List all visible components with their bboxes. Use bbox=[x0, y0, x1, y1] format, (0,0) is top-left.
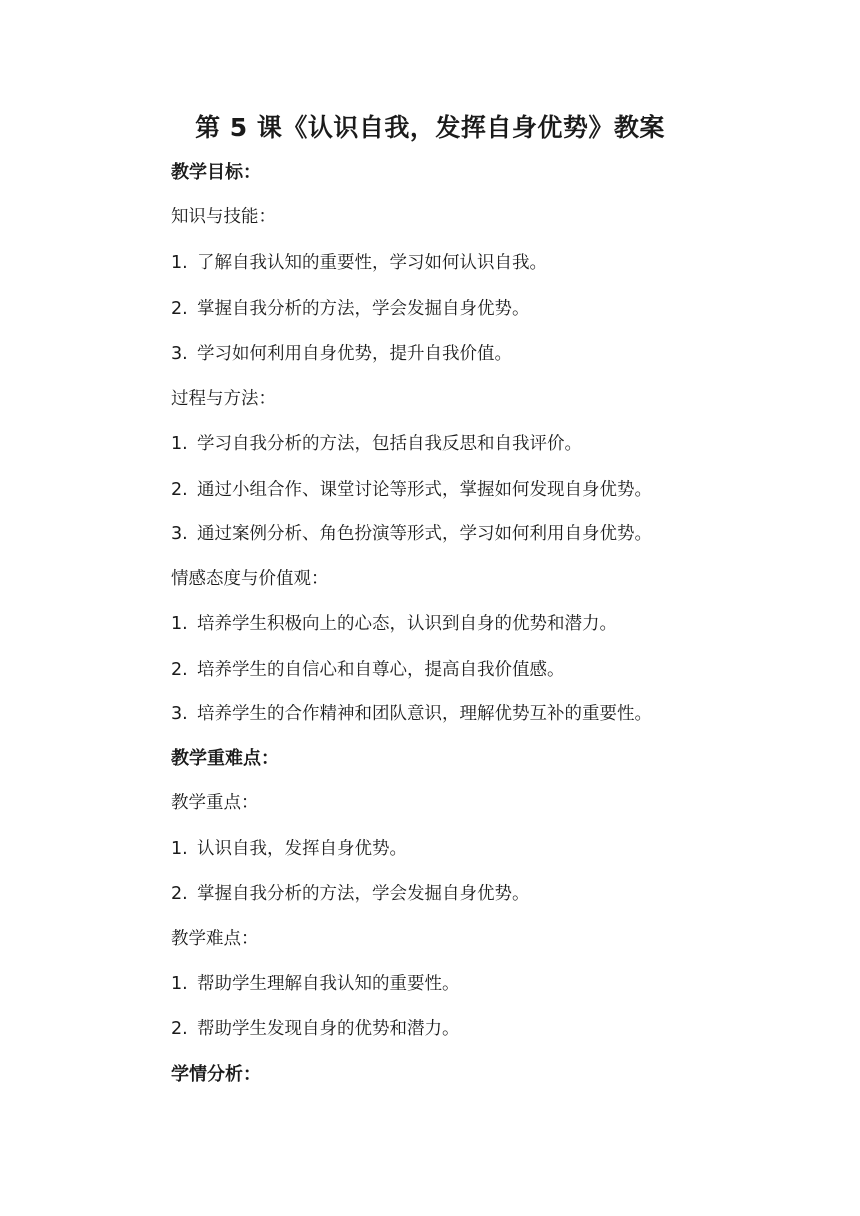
list-item bbox=[171, 610, 617, 638]
list-text: 帮助学生理解自我认知的重要性。 bbox=[197, 974, 460, 994]
list-item bbox=[171, 656, 565, 684]
subheading-difficulty: 教学难点： bbox=[171, 929, 259, 949]
list-text: 学习自我分析的方法，包括自我反思和自我评价。 bbox=[197, 434, 582, 454]
list-item bbox=[171, 700, 652, 728]
list-item bbox=[171, 880, 530, 908]
list-text: 通过小组合作、课堂讨论等形式，掌握如何发现自身优势。 bbox=[197, 480, 652, 500]
list-number: 3. bbox=[171, 344, 188, 364]
list-item bbox=[171, 476, 652, 504]
list-item bbox=[171, 835, 407, 863]
list-number: 1. bbox=[171, 839, 188, 859]
section-heading-key-points: 教学重难点： bbox=[171, 748, 279, 769]
list-text: 了解自我认知的重要性，学习如何认识自我。 bbox=[197, 253, 547, 273]
list-number: 2. bbox=[171, 1019, 188, 1039]
list-number: 2. bbox=[171, 299, 188, 319]
list-text: 培养学生的合作精神和团队意识，理解优势互补的重要性。 bbox=[197, 704, 652, 724]
list-number: 1. bbox=[171, 434, 188, 454]
list-text: 掌握自我分析的方法，学会发掘自身优势。 bbox=[197, 884, 530, 904]
list-text: 培养学生积极向上的心态，认识到自身的优势和潜力。 bbox=[197, 614, 617, 634]
list-number: 3. bbox=[171, 704, 188, 724]
list-number: 2. bbox=[171, 480, 188, 500]
list-item bbox=[171, 340, 512, 368]
subheading-process: 过程与方法： bbox=[171, 389, 276, 409]
list-number: 1. bbox=[171, 974, 188, 994]
subheading-values: 情感态度与价值观： bbox=[171, 569, 329, 589]
list-item bbox=[171, 430, 582, 458]
subheading-knowledge: 知识与技能： bbox=[171, 207, 276, 227]
list-text: 帮助学生发现自身的优势和潜力。 bbox=[197, 1019, 460, 1039]
list-item bbox=[171, 970, 460, 998]
list-number: 3. bbox=[171, 524, 188, 544]
subheading-focus: 教学重点： bbox=[171, 793, 259, 813]
list-text: 培养学生的自信心和自尊心，提高自我价值感。 bbox=[197, 660, 565, 680]
list-item bbox=[171, 1015, 460, 1043]
list-text: 认识自我，发挥自身优势。 bbox=[197, 839, 407, 859]
section-heading-objectives: 教学目标： bbox=[171, 162, 261, 183]
list-text: 通过案例分析、角色扮演等形式，学习如何利用自身优势。 bbox=[197, 524, 652, 544]
list-item bbox=[171, 295, 530, 323]
section-heading-analysis: 学情分析： bbox=[171, 1064, 261, 1085]
list-text: 掌握自我分析的方法，学会发掘自身优势。 bbox=[197, 299, 530, 319]
list-item bbox=[171, 520, 652, 548]
document-title: 第 5 课《认识自我，发挥自身优势》教案 bbox=[195, 113, 665, 142]
list-number: 2. bbox=[171, 660, 188, 680]
list-number: 1. bbox=[171, 614, 188, 634]
list-item bbox=[171, 249, 547, 277]
list-text: 学习如何利用自身优势，提升自我价值。 bbox=[197, 344, 512, 364]
list-number: 2. bbox=[171, 884, 188, 904]
list-number: 1. bbox=[171, 253, 188, 273]
